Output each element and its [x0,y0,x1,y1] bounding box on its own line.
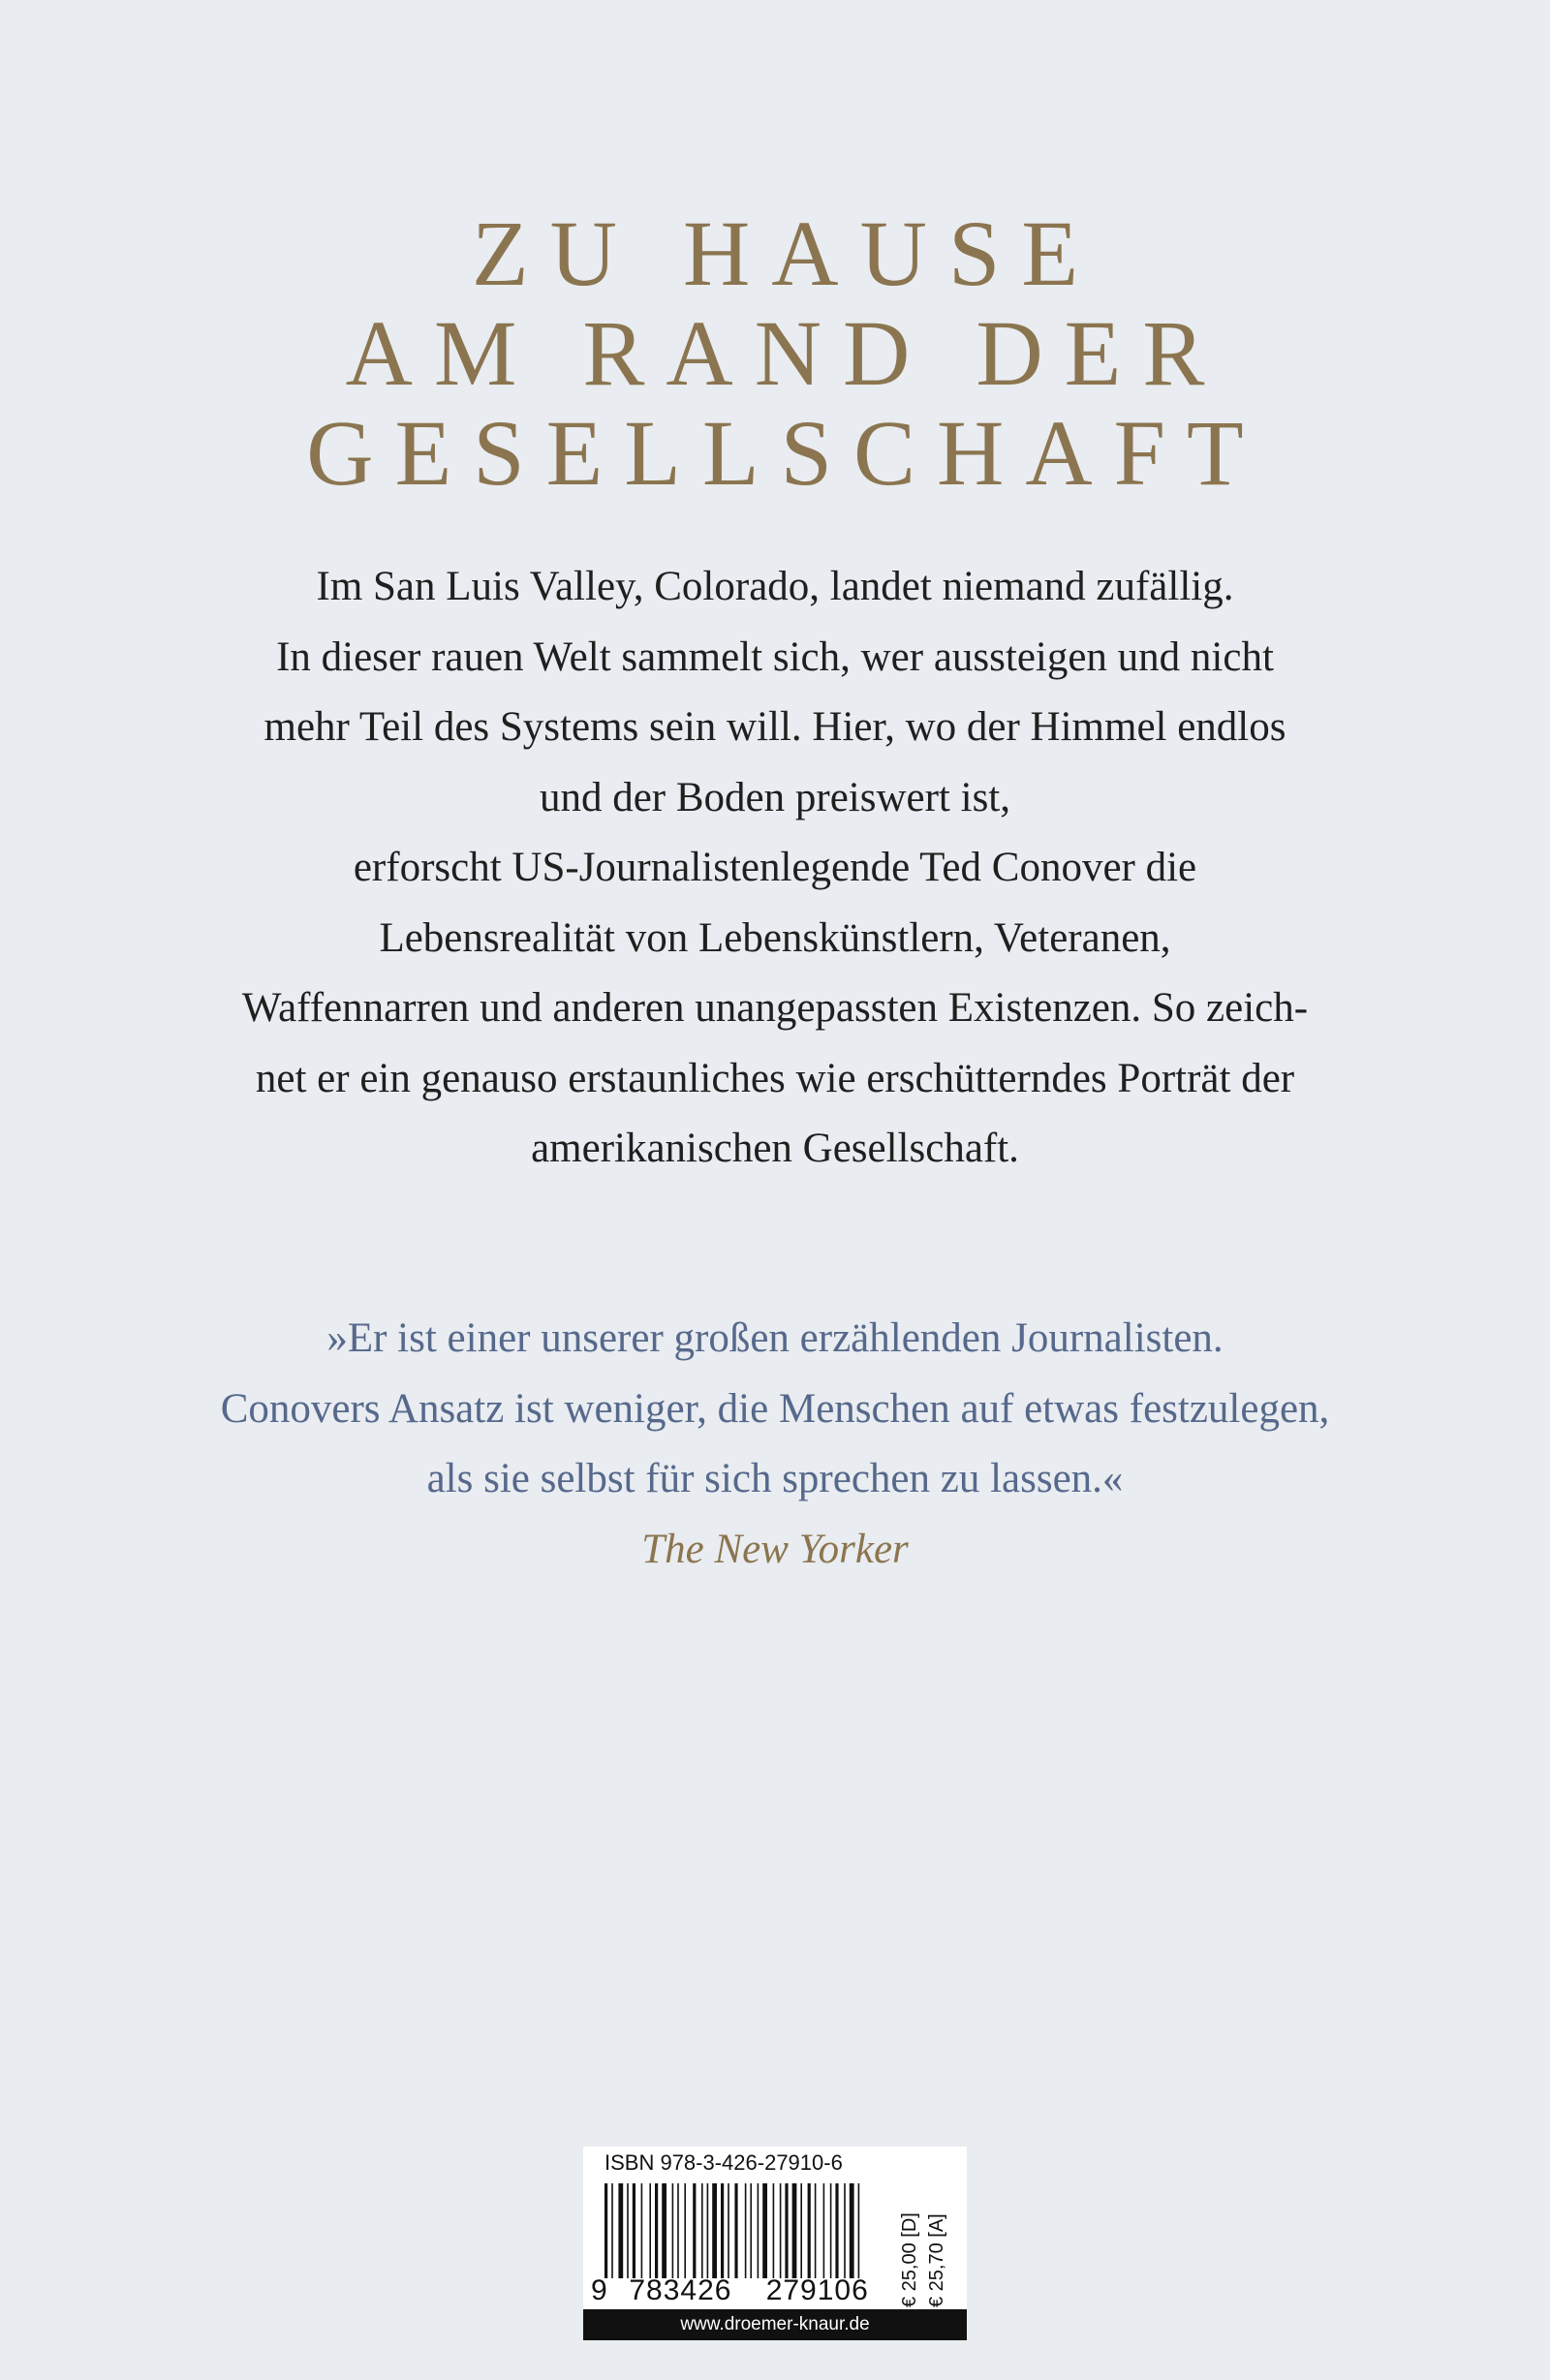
barcode-icon [604,2183,885,2278]
headline-line-2: AM RAND DER [345,301,1226,405]
quote-line: als sie selbst für sich sprechen zu lassen.« [426,1456,1124,1501]
blurb [174,552,1376,1185]
price-box [893,2181,961,2309]
blurb-line: mehr Teil des Systems sein will. Hier, wo der Himmel endlos [264,704,1286,750]
blurb-line: amerikanischen Gesellschaft. [531,1126,1019,1171]
blurb-line: Lebensrealität von Lebenskünstlern, Veteranen, [379,914,1171,961]
blurb-line: und der Boden preiswert ist, [539,774,1011,820]
headline-line-3: GESELLSCHAFT [306,401,1265,505]
blurb-line: Im San Luis Valley, Colorado, landet niemand zufällig. [316,564,1234,609]
headline-line-1: ZU HAUSE [472,201,1100,305]
price-germany: € 25,00 [D] [899,2212,920,2307]
review-quote [174,1304,1376,1585]
barcode-digit-first: 9 [591,2274,608,2306]
isbn-number: ISBN 978-3-426-27910-6 [604,2150,843,2175]
barcode-digit-group-2: 279106 [765,2274,869,2306]
publisher-website: www.droemer-knaur.de [583,2309,967,2340]
blurb-line: net er ein genauso erstaunliches wie erschütterndes Porträt der [255,1055,1295,1101]
blurb-line: erforscht US-Journalistenlegende Ted Conover die [353,845,1197,890]
headline [0,203,1550,503]
quote-line: »Er ist einer unserer großen erzählenden Journalisten. [326,1315,1224,1361]
quote-source: The New Yorker [641,1526,909,1572]
barcode-digit-group-1: 783426 [629,2274,732,2306]
blurb-line: Waffennarren und anderen unangepassten Existenzen. So zeich- [241,985,1309,1031]
barcode-label [583,2147,967,2340]
price-austria: € 25,70 [A] [926,2213,947,2307]
quote-line: Conovers Ansatz ist weniger, die Menschen auf etwas festzulegen, [220,1385,1330,1432]
barcode-digits [591,2274,891,2307]
blurb-line: In dieser rauen Welt sammelt sich, wer aussteigen und nicht [276,634,1274,680]
